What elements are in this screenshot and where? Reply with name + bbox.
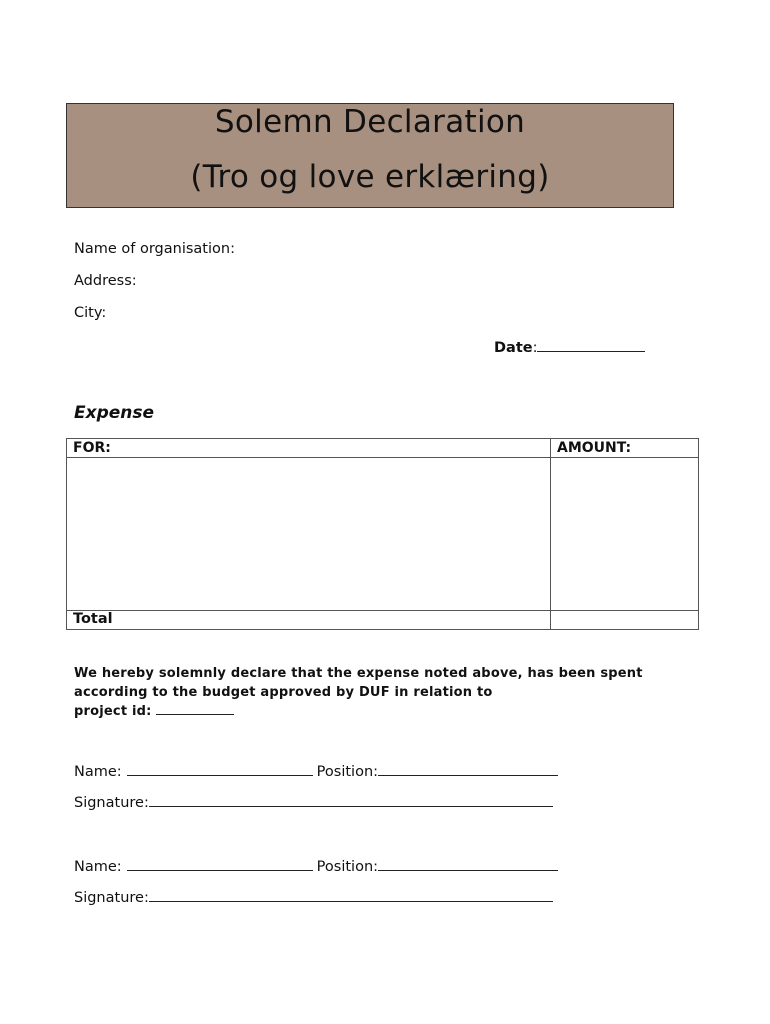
document-title: Solemn Declaration [214,104,526,140]
signatory-2-name-row [74,856,558,875]
address-label: Address: [74,273,137,289]
total-divider [67,610,698,611]
column-divider [550,439,551,629]
project-id-line[interactable] [156,702,234,715]
document-subtitle: (Tro og love erklæring) [190,159,550,195]
date-row [494,337,645,356]
date-input-line[interactable] [537,337,645,352]
date-label: Date [494,340,533,356]
position-line[interactable] [378,856,558,871]
organisation-label: Name of organisation: [74,241,235,257]
expense-heading: Expense [74,403,155,423]
signature-label: Signature: [74,795,149,811]
name-label: Name: [74,764,122,780]
header-divider [67,457,698,458]
total-label: Total [73,611,113,627]
position-label: Position: [316,764,379,780]
position-label: Position: [316,859,379,875]
name-line[interactable] [127,856,313,871]
declaration-text [74,664,714,721]
name-label: Name: [74,859,122,875]
declaration-line: We hereby solemnly declare that the expense noted above, has been spent [74,666,643,681]
expense-table [66,438,699,630]
signatory-1-signature-row [74,792,553,811]
amount-column-header: AMOUNT: [557,440,632,456]
for-column-header: FOR: [73,440,111,456]
project-id-label: project id: [74,704,157,719]
position-line[interactable] [378,761,558,776]
signature-label: Signature: [74,890,149,906]
date-colon: : [532,340,538,356]
title-banner [66,103,674,208]
project-id-row [74,702,714,721]
signatory-2-signature-row [74,887,553,906]
name-line[interactable] [127,761,313,776]
signature-line[interactable] [149,792,553,807]
signatory-1-name-row [74,761,558,780]
city-label: City: [74,305,107,321]
declaration-line: according to the budget approved by DUF in relation to [74,685,493,700]
signature-line[interactable] [149,887,553,902]
